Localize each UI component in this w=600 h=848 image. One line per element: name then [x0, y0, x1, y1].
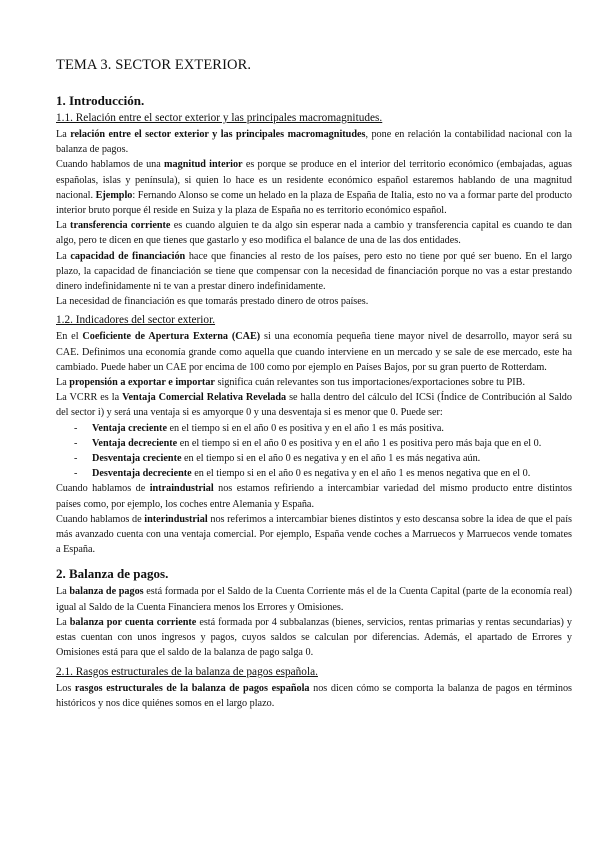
paragraph-balanza-pagos: La balanza de pagos está formada por el Saldo de la Cuenta Corriente más el de la Cuenta Capital (parte de la economía real) igual al Saldo de la Cuenta Financiera menos los Errores y Omisiones.: [56, 586, 572, 613]
paragraph-cuenta-corriente: La balanza por cuenta corriente está formada por 4 subbalanzas (bienes, servicios, rentas primarias y rentas secundarias) y estas cuentan con unos ingresos y pagos, cuyos saldos se calculan por diferencias. Además, el apartado de Errores y Omisiones está para que el saldo de la balanza de pago salga 0.: [56, 616, 573, 659]
subsection-heading-1-1: 1.1. Relación entre el sector exterior y las principales macromagnitudes.: [56, 112, 383, 124]
paragraph-interindustrial: Cuando hablamos de interindustrial nos referimos a intercambiar bienes distintos y esto descansa sobre la idea de que el país más avanzado cuenta con una ventaja comercial. Por ejemplo, España vende coches a Marruecos y Marruecos vende tomates a España.: [56, 513, 572, 556]
subsection-heading-1-2: 1.2. Indicadores del sector exterior.: [56, 314, 216, 327]
paragraph-relacion: La relación entre el sector exterior y las principales macromagnitudes, pone en relación la contabilidad nacional con la balanza de pagos.: [56, 129, 572, 156]
section-heading-introduccion: 1. Introducción.: [56, 93, 145, 108]
list-item: - Ventaja creciente en el tiempo si en el año 0 es positiva y en el año 1 es más positiva.: [92, 421, 572, 436]
paragraph-intraindustrial: Cuando hablamos de intraindustrial nos estamos refiriendo a intercambiar variedad del mismo producto entre distintos países como, por ejemplo, los coches entre Alemania y España.: [56, 483, 572, 510]
paragraph-magnitud-interior: Cuando hablamos de una magnitud interior es porque se produce en el interior del territorio económico (embajadas, aguas españolas, islas y península), si quien lo hace es un residente económico español estaremos hablando de una magnitud nacional. Ejemplo: Fernando Alonso se come un helado en la plaza de España de Italia, esto no va a formar parte del producto interior bruto porque él reside en Suiza y la plaza de España no es territorio económico español.: [56, 159, 573, 217]
section-heading-balanza-pagos: 2. Balanza de pagos.: [56, 566, 169, 582]
ventaja-list: [56, 421, 572, 482]
paragraph-rasgos-estructurales: Los rasgos estructurales de la balanza de pagos española nos dicen cómo se comporta la balanza de pagos en términos históricos y nos dice quiénes somos en el largo plazo.: [56, 682, 572, 709]
subsection-heading-2-1: 2.1. Rasgos estructurales de la balanza de pagos española.: [56, 665, 318, 678]
list-item: - Desventaja creciente en el tiempo si en el año 0 es negativa y en el año 1 es más negativa aún.: [92, 451, 572, 466]
paragraph-cae: En el Coeficiente de Apertura Externa (CAE) si una economía pequeña tiene mayor nivel de desarrollo, mayor será su CAE. Definimos una economía grande como aquella que cuando interviene en un mercado y se sale de ese mercado, este ha cambiado. Puede haber un CAE por encima de 100 como por ejemplo en Países Bajos, por su gran puerto de Rotterdam.: [56, 331, 572, 373]
paragraph-vcrr: La VCRR es la Ventaja Comercial Relativa Revelada se halla dentro del cálculo del ICSi (Índice de Contribución al Saldo del sector i) y será una ventaja si es amyorque 0 y una desventaja si es menor que 0. Puede ser:: [56, 392, 572, 419]
paragraph-propension: La propensión a exportar e importar significa cuán relevantes son tus importaciones/exportaciones sobre tu PIB.: [56, 377, 526, 389]
paragraph-capacidad-financiacion: La capacidad de financiación hace que financies al resto de los países, pero esto no tiene por qué ser bueno. En el largo plazo, la capacidad de financiación se tiene que compensar con la necesidad de financiación porque no vas a estar prestando dinero indefinidamente ni te van a prestar dinero indefinidamente.: [56, 250, 572, 293]
list-item: - Desventaja decreciente en el tiempo si en el año 0 es negativa y en el año 1 es menos negativa que en el 0.: [92, 466, 572, 481]
list-item: - Ventaja decreciente en el tiempo si en el año 0 es positiva y en el año 1 es positiva pero más baja que en el 0.: [92, 436, 572, 451]
paragraph-necesidad-financiacion: La necesidad de financiación es que tomarás prestado dinero de otros países.: [56, 296, 369, 308]
paragraph-transferencia-corriente: La transferencia corriente es cuando alguien te da algo sin esperar nada a cambio y transferencia capital es cuando te dan algo, pero te dicen en que tienes que gastarlo y eso modifica el balance de una de las dos entidades.: [56, 220, 572, 247]
document-title: TEMA 3. SECTOR EXTERIOR.: [56, 57, 252, 73]
